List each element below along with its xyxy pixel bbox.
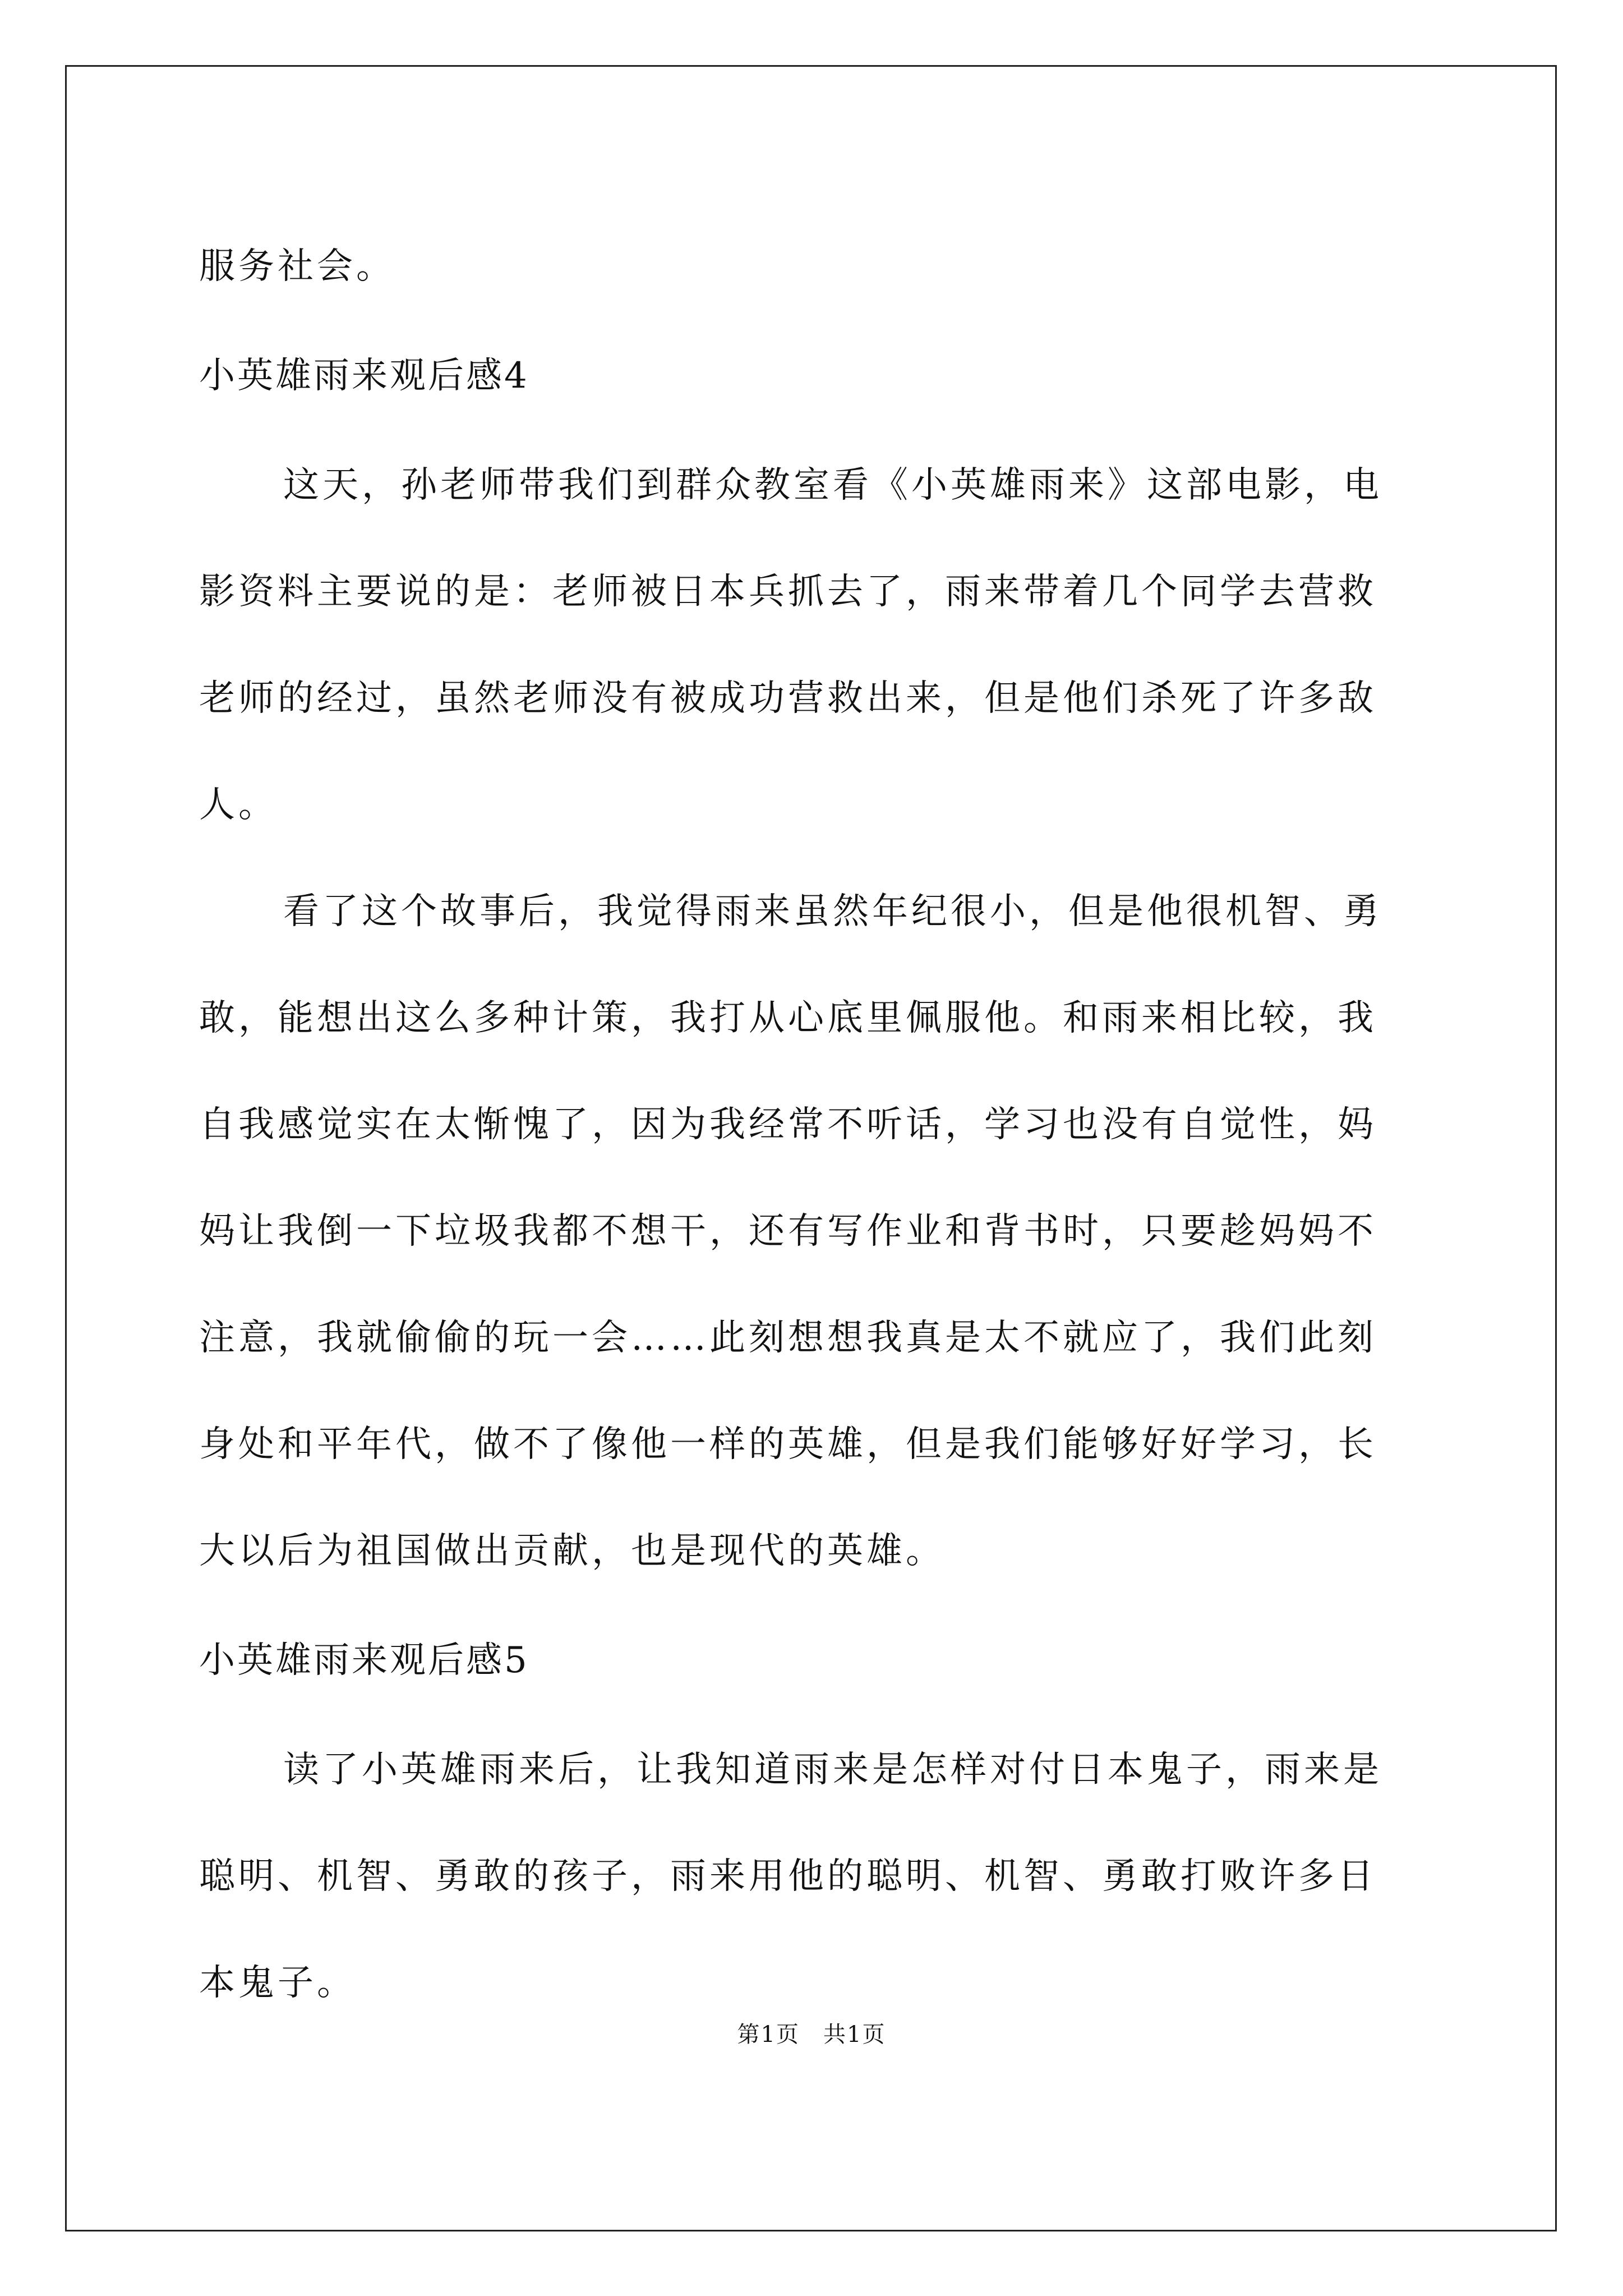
text-line: 妈让我倒一下垃圾我都不想干，还有写作业和背书时，只要趁妈妈不 xyxy=(199,1211,1377,1252)
text-line: 服务社会。 xyxy=(199,246,395,287)
section-heading: 小英雄雨来观后感5 xyxy=(199,1640,529,1681)
text-line: 人。 xyxy=(199,784,278,826)
text-line: 老师的经过，虽然老师没有被成功营救出来，但是他们杀死了许多敌 xyxy=(199,678,1377,719)
text-line: 这天，孙老师带我们到群众教室看《小英雄雨来》这部电影，电 xyxy=(283,464,1382,506)
section-heading: 小英雄雨来观后感4 xyxy=(199,355,529,397)
text-line: 注意，我就偷偷的玩一会……此刻想想我真是太不就应了，我们此刻 xyxy=(199,1317,1377,1359)
text-line: 读了小英雄雨来后，让我知道雨来是怎样对付日本鬼子，雨来是 xyxy=(283,1749,1382,1791)
text-line: 看了这个故事后，我觉得雨来虽然年纪很小，但是他很机智、勇 xyxy=(283,891,1382,932)
text-line: 聪明、机智、勇敢的孩子，雨来用他的聪明、机智、勇敢打败许多日 xyxy=(199,1856,1377,1897)
document-body xyxy=(199,213,1422,2036)
text-line: 本鬼子。 xyxy=(199,1962,356,2004)
page-number-footer: 第1页 共1页 xyxy=(737,2022,886,2047)
text-line: 影资料主要说的是：老师被日本兵抓去了，雨来带着几个同学去营救 xyxy=(199,571,1377,613)
text-line: 身处和平年代，做不了像他一样的英雄，但是我们能够好好学习，长 xyxy=(199,1424,1377,1465)
text-line: 敢，能想出这么多种计策，我打从心底里佩服他。和雨来相比较，我 xyxy=(199,997,1377,1039)
text-line: 大以后为祖国做出贡献，也是现代的英雄。 xyxy=(199,1530,945,1572)
text-line: 自我感觉实在太惭愧了，因为我经常不听话，学习也没有自觉性，妈 xyxy=(199,1104,1377,1145)
